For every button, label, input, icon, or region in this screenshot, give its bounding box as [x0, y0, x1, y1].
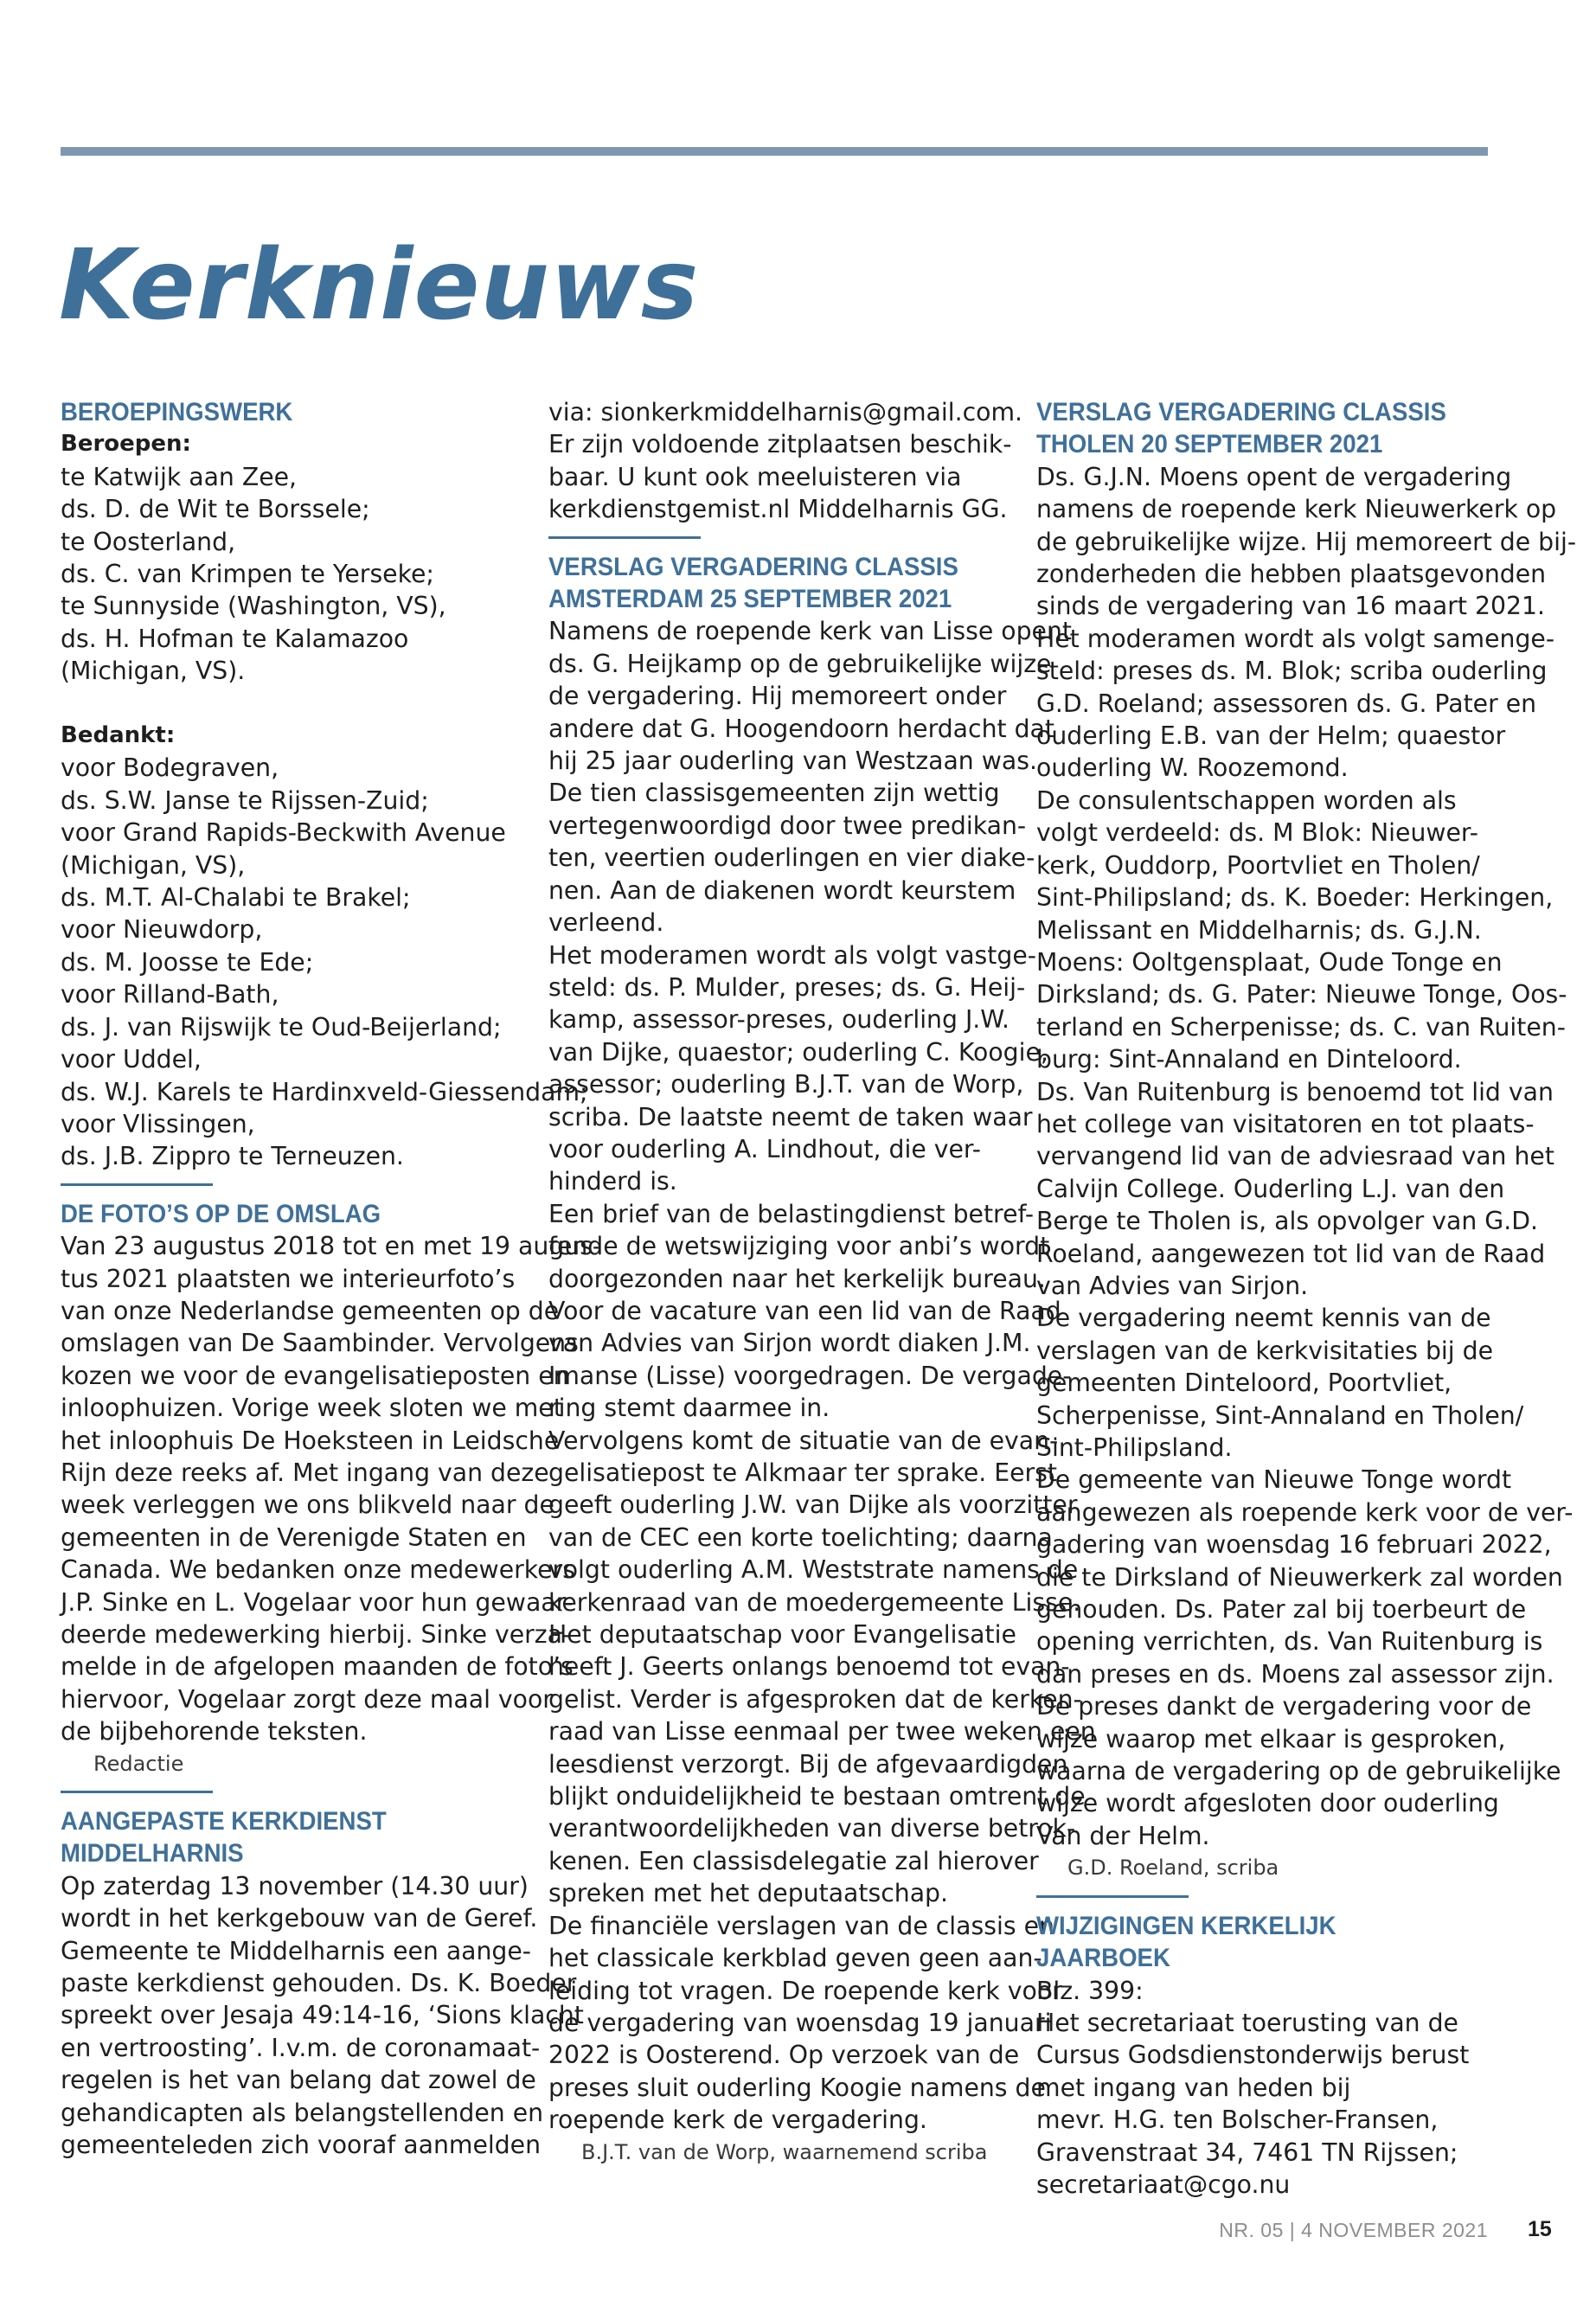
- section-divider: [61, 1183, 213, 1186]
- text-line: leiding tot vragen. De roepende kerk voor: [548, 1976, 1062, 2005]
- text-line: De financiële verslagen van de classis en: [548, 1911, 1054, 1940]
- text-line: voor Grand Rapids-Beckwith Avenue: [61, 818, 506, 848]
- text-line: AMSTERDAM 25 SEPTEMBER 2021: [548, 585, 952, 614]
- text-line: De tien classisgemeenten zijn wettig: [548, 779, 1000, 808]
- text-line: Ds. Van Ruitenburg is benoemd tot lid van: [1036, 1077, 1554, 1106]
- text-line: te Katwijk aan Zee,: [61, 462, 298, 491]
- text-line: Roeland, aangewezen tot lid van de Raad: [1036, 1239, 1546, 1268]
- beroepen-label: Beroepen:: [61, 431, 191, 458]
- text-line: Canada. We bedanken onze medewerkers: [61, 1555, 575, 1585]
- section-divider: [1036, 1895, 1189, 1898]
- text-line: Namens de roepende kerk van Lisse opent: [548, 617, 1072, 646]
- text-line: Op zaterdag 13 november (14.30 uur): [61, 1871, 529, 1900]
- text-line: kerkenraad van de moedergemeente Lisse.: [548, 1587, 1081, 1617]
- section-divider: [548, 536, 701, 539]
- text-line: zonderheden die hebben plaatsgevonden: [1036, 560, 1547, 589]
- text-line: verslagen van de kerkvisitaties bij de: [1036, 1336, 1494, 1365]
- text-line: melde in de afgelopen maanden de foto’s: [61, 1652, 574, 1682]
- text-line: scriba. De laatste neemt de taken waar: [548, 1102, 1033, 1131]
- text-line: (Michigan, VS),: [61, 850, 246, 880]
- text-line: Berge te Tholen is, als opvolger van G.D.: [1036, 1207, 1539, 1236]
- text-line: Van der Helm.: [1036, 1821, 1210, 1850]
- text-line: (Michigan, VS).: [61, 657, 246, 686]
- text-line: G.D. Roeland; assessoren ds. G. Pater en: [1036, 689, 1537, 718]
- text-line: voor ouderling A. Lindhout, die ver-: [548, 1134, 981, 1163]
- text-line: kerkdienstgemist.nl Middelharnis GG.: [548, 495, 1008, 524]
- bedankt-label: Bedankt:: [61, 722, 176, 749]
- text-line: Het moderamen wordt als volgt vastge-: [548, 940, 1036, 970]
- page-number: 15: [1528, 2217, 1552, 2241]
- text-line: THOLEN 20 SEPTEMBER 2021: [1036, 430, 1383, 459]
- text-line: volgt ouderling A.M. Weststrate namens de: [548, 1555, 1079, 1585]
- text-line: ds. J. van Rijswijk te Oud-Beijerland;: [61, 1012, 502, 1042]
- text-line: Gemeente te Middelharnis een aange-: [61, 1936, 532, 1965]
- text-line: omslagen van De Saambinder. Vervolgens: [61, 1329, 579, 1358]
- text-line: gelist. Verder is afgesproken dat de kerken-: [548, 1684, 1082, 1714]
- section-divider: [61, 1791, 213, 1793]
- text-line: via: sionkerkmiddelharnis@gmail.com.: [548, 398, 1023, 426]
- text-line: gemeenteleden zich vooraf aanmelden: [61, 2131, 542, 2160]
- issue-info: NR. 05 | 4 NOVEMBER 2021: [1219, 2219, 1488, 2241]
- text-line: te Sunnyside (Washington, VS),: [61, 592, 446, 621]
- text-line: Moens: Ooltgensplaat, Oude Tonge en: [1036, 947, 1503, 977]
- text-line: blijkt onduidelijkheid te bestaan omtrent de: [548, 1782, 1086, 1811]
- text-line: gelisatiepost te Alkmaar ter sprake. Eerst: [548, 1458, 1057, 1487]
- text-line: spreekt over Jesaja 49:14-16, ‘Sions klacht: [61, 2001, 584, 2030]
- text-line: paste kerkdienst gehouden. Ds. K. Boeder: [61, 1969, 577, 1998]
- text-line: roepende kerk de vergadering.: [548, 2106, 927, 2135]
- text-line: van de CEC een korte toelichting; daarna: [548, 1522, 1053, 1552]
- text-line: mevr. H.G. ten Bolscher-Fransen,: [1036, 2106, 1439, 2135]
- text-line: gadering van woensdag 16 februari 2022,: [1036, 1530, 1552, 1560]
- text-line: aangewezen als roepende kerk voor de ver-: [1036, 1497, 1574, 1527]
- section-heading-kerkdienst: [61, 1805, 528, 1870]
- text-line: steld: preses ds. M. Blok; scriba ouderling: [1036, 657, 1548, 686]
- amsterdam-signature: B.J.T. van de Worp, waarnemend scriba: [581, 2139, 988, 2164]
- text-line: ds. W.J. Karels te Hardinxveld-Giessendam;: [61, 1077, 588, 1106]
- text-line: ds. S.W. Janse te Rijssen-Zuid;: [61, 785, 429, 815]
- text-line: AANGEPASTE KERKDIENST: [61, 1807, 387, 1836]
- text-line: de vergadering. Hij memoreert onder: [548, 682, 1007, 711]
- text-line: dan preses en ds. Moens zal assessor zijn.: [1036, 1659, 1554, 1689]
- text-line: namens de roepende kerk Nieuwerkerk op: [1036, 495, 1557, 524]
- text-line: leesdienst verzorgt. Bij de afgevaardigden: [548, 1749, 1068, 1779]
- text-line: van Advies van Sirjon wordt diaken J.M.: [548, 1329, 1031, 1358]
- section-heading-jaarboek: WIJZIGINGEN KERKELIJK JAARBOEK: [1036, 1911, 1336, 1973]
- text-line: van Dijke, quaestor; ouderling C. Koogie,: [548, 1037, 1048, 1067]
- text-line: de vergadering van woensdag 19 januari: [548, 2008, 1052, 2037]
- text-line: gehouden. Ds. Pater zal bij toerbeurt de: [1036, 1595, 1527, 1625]
- text-line: ds. C. van Krimpen te Yerseke;: [61, 560, 434, 589]
- text-line: volgt verdeeld: ds. M Blok: Nieuwer-: [1036, 818, 1478, 848]
- bedankt-list: [61, 752, 588, 1172]
- text-line: vervangend lid van de adviesraad van het: [1036, 1142, 1554, 1171]
- text-line: van Advies van Sirjon.: [1036, 1271, 1309, 1300]
- text-line: heeft J. Geerts onlangs benoemd tot evan-: [548, 1652, 1070, 1682]
- text-line: Ds. G.J.N. Moens opent de vergadering: [1036, 462, 1512, 491]
- text-line: Sint-Philipsland.: [1036, 1433, 1233, 1462]
- text-line: tus 2021 plaatsten we interieurfoto’s: [61, 1264, 516, 1293]
- text-line: steld: ds. P. Mulder, preses; ds. G. Heij-: [548, 972, 1026, 1002]
- text-line: het classicale kerkblad geven geen aan-: [548, 1944, 1042, 1973]
- text-line: ds. H. Hofman te Kalamazoo: [61, 624, 409, 653]
- text-line: ten, veertien ouderlingen en vier diake-: [548, 843, 1035, 873]
- text-line: De consulentschappen worden als: [1036, 785, 1457, 815]
- text-line: spreken met het deputaatschap.: [548, 1879, 949, 1908]
- text-line: raad van Lisse eenmaal per twee weken een: [548, 1717, 1096, 1747]
- text-line: vertegenwoordigd door twee predikan-: [548, 811, 1027, 840]
- text-line: Dirksland; ds. G. Pater: Nieuwe Tonge, Oos-: [1036, 980, 1567, 1009]
- text-line: ds. M.T. Al-Chalabi te Brakel;: [61, 883, 411, 913]
- text-line: baar. U kunt ook meeluisteren via: [548, 462, 962, 491]
- kerkdienst-body-continued: [548, 396, 1023, 526]
- text-line: ring stemt daarmee in.: [548, 1394, 830, 1423]
- text-line: Van 23 augustus 2018 tot en met 19 augus-: [61, 1232, 602, 1261]
- text-line: Calvijn College. Ouderling L.J. van den: [1036, 1174, 1505, 1203]
- text-line: De vergadering neemt kennis van de: [1036, 1304, 1491, 1333]
- page-title: Kerknieuws: [59, 229, 700, 342]
- fotos-signature: Redactie: [93, 1751, 184, 1776]
- text-line: Voor de vacature van een lid van de Raad: [548, 1296, 1061, 1325]
- text-line: verleend.: [548, 908, 664, 938]
- jaarboek-body: [1036, 1975, 1499, 2202]
- text-line: sinds de vergadering van 16 maart 2021.: [1036, 592, 1545, 621]
- text-line: MIDDELHARNIS: [61, 1839, 244, 1868]
- text-line: terland en Scherpenisse; ds. C. van Ruiten-: [1036, 1012, 1566, 1042]
- text-line: Cursus Godsdienstonderwijs berust: [1036, 2041, 1470, 2070]
- section-heading-tholen: [1036, 396, 1499, 461]
- text-line: ds. M. Joosse te Ede;: [61, 947, 314, 977]
- text-line: Melissant en Middelharnis; ds. G.J.N.: [1036, 915, 1482, 945]
- text-line: Blz. 399:: [1036, 1976, 1144, 2005]
- text-line: Vervolgens komt de situatie van de evan-: [548, 1426, 1059, 1455]
- section-heading-amsterdam: [548, 551, 1007, 616]
- text-line: Het deputaatschap voor Evangelisatie: [548, 1620, 1016, 1650]
- text-line: gemeenten Dinteloord, Poortvliet,: [1036, 1368, 1452, 1398]
- text-line: hinderd is.: [548, 1167, 677, 1196]
- text-line: fende de wetswijziging voor anbi’s wordt: [548, 1232, 1050, 1261]
- text-line: Gravenstraat 34, 7461 TN Rijssen;: [1036, 2138, 1458, 2167]
- text-line: De preses dankt de vergadering voor de: [1036, 1692, 1532, 1721]
- text-line: nen. Aan de diakenen wordt keurstem: [548, 875, 1016, 905]
- text-line: ouderling E.B. van der Helm; quaestor: [1036, 721, 1506, 751]
- text-line: het college van visitatoren en tot plaats-: [1036, 1109, 1535, 1138]
- text-line: andere dat G. Hoogendoorn herdacht dat: [548, 714, 1054, 743]
- section-heading-fotos: DE FOTO’S OP DE OMSLAG: [61, 1199, 381, 1228]
- text-line: kenen. Een classisdelegatie zal hierover: [548, 1846, 1039, 1875]
- text-line: de bijbehorende teksten.: [61, 1717, 368, 1747]
- text-line: doorgezonden naar het kerkelijk bureau.: [548, 1264, 1046, 1293]
- text-line: met ingang van heden bij: [1036, 2073, 1351, 2102]
- text-line: VERSLAG VERGADERING CLASSIS: [548, 552, 958, 581]
- text-line: ds. J.B. Zippro te Terneuzen.: [61, 1142, 404, 1171]
- kerkdienst-body: [61, 1870, 584, 2162]
- text-line: voor Uddel,: [61, 1045, 202, 1074]
- text-line: assessor; ouderling B.J.T. van de Worp,: [548, 1070, 1024, 1099]
- text-line: hij 25 jaar ouderling van Westzaan was.: [548, 747, 1037, 776]
- text-line: het inloophuis De Hoeksteen in Leidsche: [61, 1426, 560, 1455]
- text-line: week verleggen we ons blikveld naar de: [61, 1490, 554, 1520]
- text-line: Het moderamen wordt als volgt samenge-: [1036, 624, 1555, 653]
- tholen-body: [1036, 461, 1577, 1852]
- text-line: voor Bodegraven,: [61, 753, 279, 783]
- top-rule: [61, 147, 1488, 156]
- text-line: voor Vlissingen,: [61, 1109, 255, 1138]
- text-line: 2022 is Oosterend. Op verzoek van de: [548, 2041, 1020, 2070]
- text-line: te Oosterland,: [61, 527, 236, 556]
- text-line: gemeenten in de Verenigde Staten en: [61, 1522, 527, 1552]
- text-line: Het secretariaat toerusting van de: [1036, 2008, 1458, 2037]
- text-line: burg: Sint-Annaland en Dinteloord.: [1036, 1045, 1462, 1074]
- text-line: inloophuizen. Vorige week sloten we met: [61, 1394, 563, 1423]
- text-line: ouderling W. Roozemond.: [1036, 753, 1349, 783]
- text-line: De gemeente van Nieuwe Tonge wordt: [1036, 1465, 1512, 1495]
- text-line: kozen we voor de evangelisatieposten en: [61, 1361, 569, 1390]
- text-line: Er zijn voldoende zitplaatsen beschik-: [548, 430, 1012, 459]
- text-line: gehandicapten als belangstellenden en: [61, 2098, 544, 2127]
- text-line: voor Nieuwdorp,: [61, 915, 263, 945]
- text-line: die te Dirksland of Nieuwerkerk zal worden: [1036, 1562, 1563, 1592]
- text-line: kerk, Ouddorp, Poortvliet en Tholen/: [1036, 850, 1480, 880]
- text-line: regelen is het van belang dat zowel de: [61, 2066, 536, 2095]
- text-line: ds. G. Heijkamp op de gebruikelijke wijze: [548, 649, 1052, 678]
- beroepen-list: [61, 461, 528, 688]
- column-3: [1036, 396, 1577, 2201]
- text-line: de gebruikelijke wijze. Hij memoreert de bij-: [1036, 527, 1577, 556]
- text-line: van onze Nederlandse gemeenten op de: [61, 1296, 560, 1325]
- tholen-signature: G.D. Roeland, scriba: [1067, 1856, 1279, 1881]
- text-line: ds. D. de Wit te Borssele;: [61, 495, 370, 524]
- fotos-body: [61, 1230, 602, 1748]
- text-line: Scherpenisse, Sint-Annaland en Tholen/: [1036, 1400, 1524, 1430]
- text-line: geeft ouderling J.W. van Dijke als voorzitter: [548, 1490, 1078, 1520]
- text-line: wijze wordt afgesloten door ouderling: [1036, 1789, 1499, 1818]
- text-line: Imanse (Lisse) voorgedragen. De vergade-: [548, 1361, 1072, 1390]
- text-line: Een brief van de belastingdienst betref-: [548, 1199, 1035, 1228]
- text-line: VERSLAG VERGADERING CLASSIS: [1036, 398, 1446, 426]
- text-line: Rijn deze reeks af. Met ingang van deze: [61, 1458, 549, 1487]
- section-heading-beroepingswerk: BEROEPINGSWERK: [61, 398, 293, 426]
- text-line: Sint-Philipsland; ds. K. Boeder: Herkingen,: [1036, 883, 1554, 913]
- text-line: wordt in het kerkgebouw van de Geref.: [61, 1904, 538, 1933]
- text-line: en vertroosting’. I.v.m. de coronamaat-: [61, 2033, 541, 2062]
- text-line: J.P. Sinke en L. Vogelaar voor hun gewaar-: [61, 1587, 574, 1617]
- text-line: preses sluit ouderling Koogie namens de: [548, 2073, 1046, 2102]
- text-line: opening verrichten, ds. Van Ruitenburg is: [1036, 1627, 1543, 1657]
- text-line: hiervoor, Vogelaar zorgt deze maal voor: [61, 1684, 553, 1714]
- text-line: secretariaat@cgo.nu: [1036, 2170, 1291, 2199]
- column-1: [61, 396, 602, 2162]
- text-line: waarna de vergadering op de gebruikelijke: [1036, 1757, 1561, 1786]
- text-line: kamp, assessor-preses, ouderling J.W.: [548, 1005, 1010, 1035]
- text-line: voor Rilland-Bath,: [61, 980, 279, 1009]
- text-line: verantwoordelijkheden van diverse betrok-: [548, 1814, 1076, 1843]
- text-line: deerde medewerking hierbij. Sinke verza-: [61, 1620, 572, 1650]
- text-line: wijze waarop met elkaar is gesproken,: [1036, 1724, 1506, 1753]
